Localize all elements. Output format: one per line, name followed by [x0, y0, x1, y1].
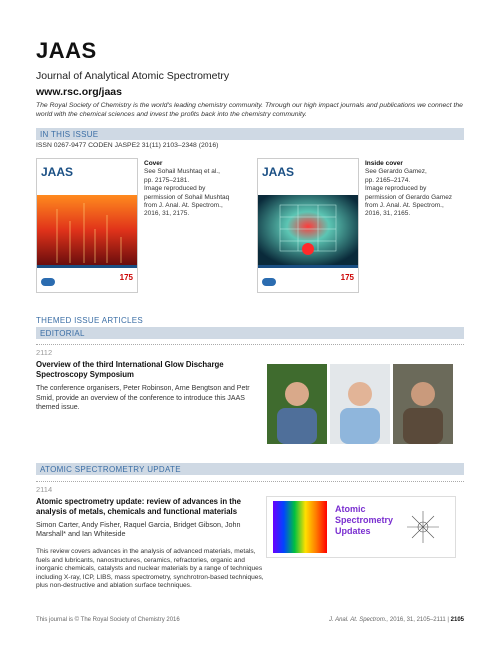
asu-heading: ATOMIC SPECTROMETRY UPDATE [40, 464, 181, 474]
cover-credit-line: Image reproduced by [144, 185, 206, 193]
inside-cover-credit-line: permission of Gerardo Gamez [365, 193, 453, 201]
editorial-heading: EDITORIAL [40, 328, 85, 338]
themed-issue-heading: THEMED ISSUE ARTICLES [36, 316, 144, 325]
asu-abstract: This review covers advances in the analysis of advanced materials, metals, fuels and lubricants, nanostructures, ceramics, refractories, organic and inorganic chemicals, catalysts and nuclear materials by a range of techniques including X-ray, ICP, LIBS, mass spectrometry, synchrotron-based techniques, plus non-destructive and ablation surface techniques. [36, 548, 264, 590]
in-this-issue-heading: IN THIS ISSUE [40, 129, 99, 139]
inside-cover-thumbnail[interactable] [257, 158, 359, 293]
editorial-title[interactable]: Overview of the third International Glow Discharge Spectroscopy Symposium [36, 360, 224, 379]
inside-cover-credit-line: pp. 2165–2174. [365, 176, 411, 184]
editorial-page-number: 2112 [36, 348, 53, 357]
inside-cover-credit-line: See Gerardo Gamez, [365, 168, 427, 176]
author-photo [267, 364, 327, 444]
rsc-logo-icon [41, 278, 55, 286]
cover-credit-line: See Sohail Mushtaq et al., [144, 168, 220, 176]
journal-url[interactable]: www.rsc.org/jaas [36, 86, 122, 98]
journal-title: JAAS [36, 38, 97, 63]
cover-credit-line: from J. Anal. At. Spectrom., [144, 202, 223, 210]
asu-title[interactable]: Atomic spectrometry update: review of advances in the analysis of metals, chemicals and functional materials [36, 497, 241, 516]
asu-graphic [266, 496, 456, 558]
cover-thumbnail[interactable] [36, 158, 138, 293]
cover-caption [144, 160, 254, 219]
cover-credit-line: 2016, 31, 2175. [144, 210, 190, 218]
cover-credit-line: permission of Sohail Mushtaq [144, 193, 230, 201]
footer-journal: J. Anal. At. Spectrom., [328, 617, 389, 623]
footer-citation: J. Anal. At. Spectrom., 2016, 31, 2105–2111 | 2105 [328, 617, 464, 623]
cover-thumb-title: JAAS [41, 165, 74, 179]
author-photo [393, 364, 453, 444]
cover-thumb-number: 175 [119, 273, 133, 282]
asu-page-number: 2114 [36, 485, 53, 494]
footer-page-number: 2105 [450, 617, 464, 623]
footer-volume: 2016, 31, 2105–2111 [389, 617, 446, 623]
journal-full-name: Journal of Analytical Atomic Spectrometry [36, 70, 230, 82]
divider [36, 344, 464, 345]
asu-graphic-word: Spectrometry [335, 515, 394, 525]
asu-graphic-text [335, 504, 393, 537]
in-this-issue-band [36, 128, 464, 140]
inside-cover-credit-line: 2016, 31, 2165. [365, 210, 411, 218]
cover-credit-line: pp. 2175–2181. [144, 176, 190, 184]
inside-cover-thumb-number: 175 [340, 273, 354, 282]
inside-cover-credit-line: Image reproduced by [365, 185, 427, 193]
author-photo [330, 364, 390, 444]
inside-cover-credit-line: from J. Anal. At. Spectrom., [365, 202, 444, 210]
editorial-abstract: The conference organisers, Peter Robinson, Arne Bengtson and Petr Smid, provide an overview of the conference to introduce this JAAS themed issue. [36, 385, 250, 412]
cover-label: Cover [144, 160, 163, 167]
asu-authors: Simon Carter, Andy Fisher, Raquel Garcia, Bridget Gibson, John Marshall* and Ian Whiteside [36, 520, 241, 539]
asu-graphic-word: Updates [335, 526, 371, 536]
editorial-band [36, 327, 464, 339]
inside-cover-thumb-title: JAAS [262, 165, 295, 179]
inside-cover-caption [365, 160, 475, 219]
issn-line: ISSN 0267-9477 CODEN JASPE2 31(11) 2103–2348 (2016) [36, 142, 219, 149]
inside-cover-label: Inside cover [365, 160, 403, 167]
footer-copyright: This journal is © The Royal Society of Chemistry 2016 [36, 617, 180, 623]
divider [36, 481, 464, 482]
rsc-logo-icon [262, 278, 276, 286]
journal-description: The Royal Society of Chemistry is the world's leading chemistry community. Through our high impact journals and publications we connect the world with the chemical sciences and invest the profits back into the chemistry community. [36, 102, 463, 118]
asu-graphic-word: Atomic [335, 504, 366, 514]
asu-band [36, 463, 464, 475]
